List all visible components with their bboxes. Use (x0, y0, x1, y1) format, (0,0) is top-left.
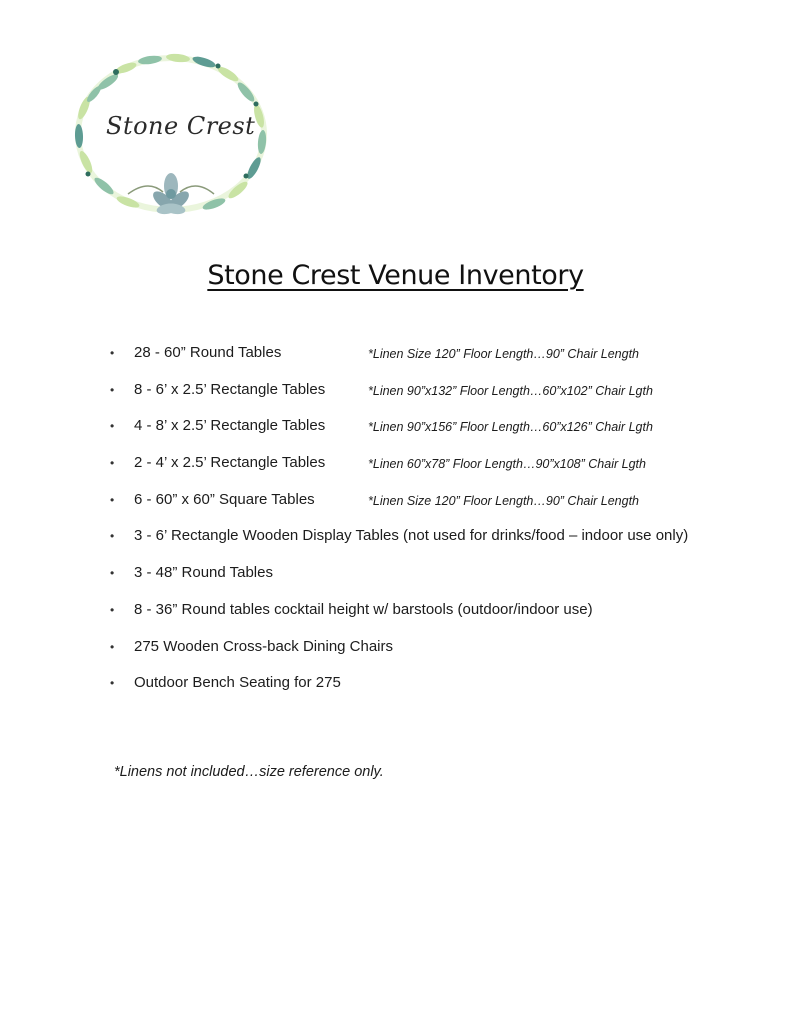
bullet-icon: • (110, 602, 115, 617)
item-label: 8 - 6’ x 2.5’ Rectangle Tables (134, 380, 326, 398)
item-label: 6 - 60” x 60” Square Tables (134, 490, 315, 508)
logo (68, 44, 274, 222)
item-note: *Linen 60”x78” Floor Length…90”x108” Chair Lgth (368, 457, 646, 472)
item-label: 8 - 36” Round tables cocktail height w/ barstools (outdoor/indoor use) (134, 600, 593, 618)
item-label: Outdoor Bench Seating for 275 (134, 674, 341, 692)
inventory-list (110, 342, 760, 709)
list-item (110, 415, 760, 452)
list-item (110, 562, 760, 599)
list-item (110, 379, 760, 416)
bullet-icon: • (110, 419, 115, 434)
list-item (110, 599, 760, 636)
logo-text: Stone Crest (106, 112, 256, 140)
item-label: 3 - 48” Round Tables (134, 564, 273, 582)
bullet-icon: • (110, 639, 115, 654)
item-label: 275 Wooden Cross-back Dining Chairs (134, 637, 394, 655)
item-note: *Linen Size 120” Floor Length…90” Chair Length (368, 347, 640, 361)
item-label: 2 - 4’ x 2.5’ Rectangle Tables (134, 454, 326, 472)
bullet-icon: • (110, 382, 115, 397)
list-item (110, 489, 760, 526)
page-title: Stone Crest Venue Inventory (207, 260, 584, 291)
list-item (110, 452, 760, 489)
list-item (110, 636, 760, 673)
list-item (110, 342, 760, 379)
bullet-icon: • (110, 566, 115, 581)
item-label: 4 - 8’ x 2.5’ Rectangle Tables (134, 417, 326, 435)
bullet-icon: • (110, 346, 115, 360)
item-label: 28 - 60” Round Tables (134, 344, 282, 361)
bullet-icon: • (110, 456, 115, 471)
item-note: *Linen Size 120” Floor Length…90” Chair Length (368, 493, 640, 508)
list-item (110, 525, 760, 562)
item-note: *Linen 90”x132” Floor Length…60”x102” Chair Lgth (368, 383, 653, 398)
bullet-icon: • (110, 492, 115, 507)
item-note: *Linen 90”x156” Floor Length…60”x126” Chair Lgth (368, 420, 653, 435)
footnote: *Linens not included…size reference only. (114, 764, 384, 780)
list-item (110, 672, 760, 709)
bullet-icon: • (110, 529, 115, 544)
bullet-icon: • (110, 676, 115, 691)
item-label: 3 - 6’ Rectangle Wooden Display Tables (not used for drinks/food – indoor use only) (134, 527, 689, 545)
